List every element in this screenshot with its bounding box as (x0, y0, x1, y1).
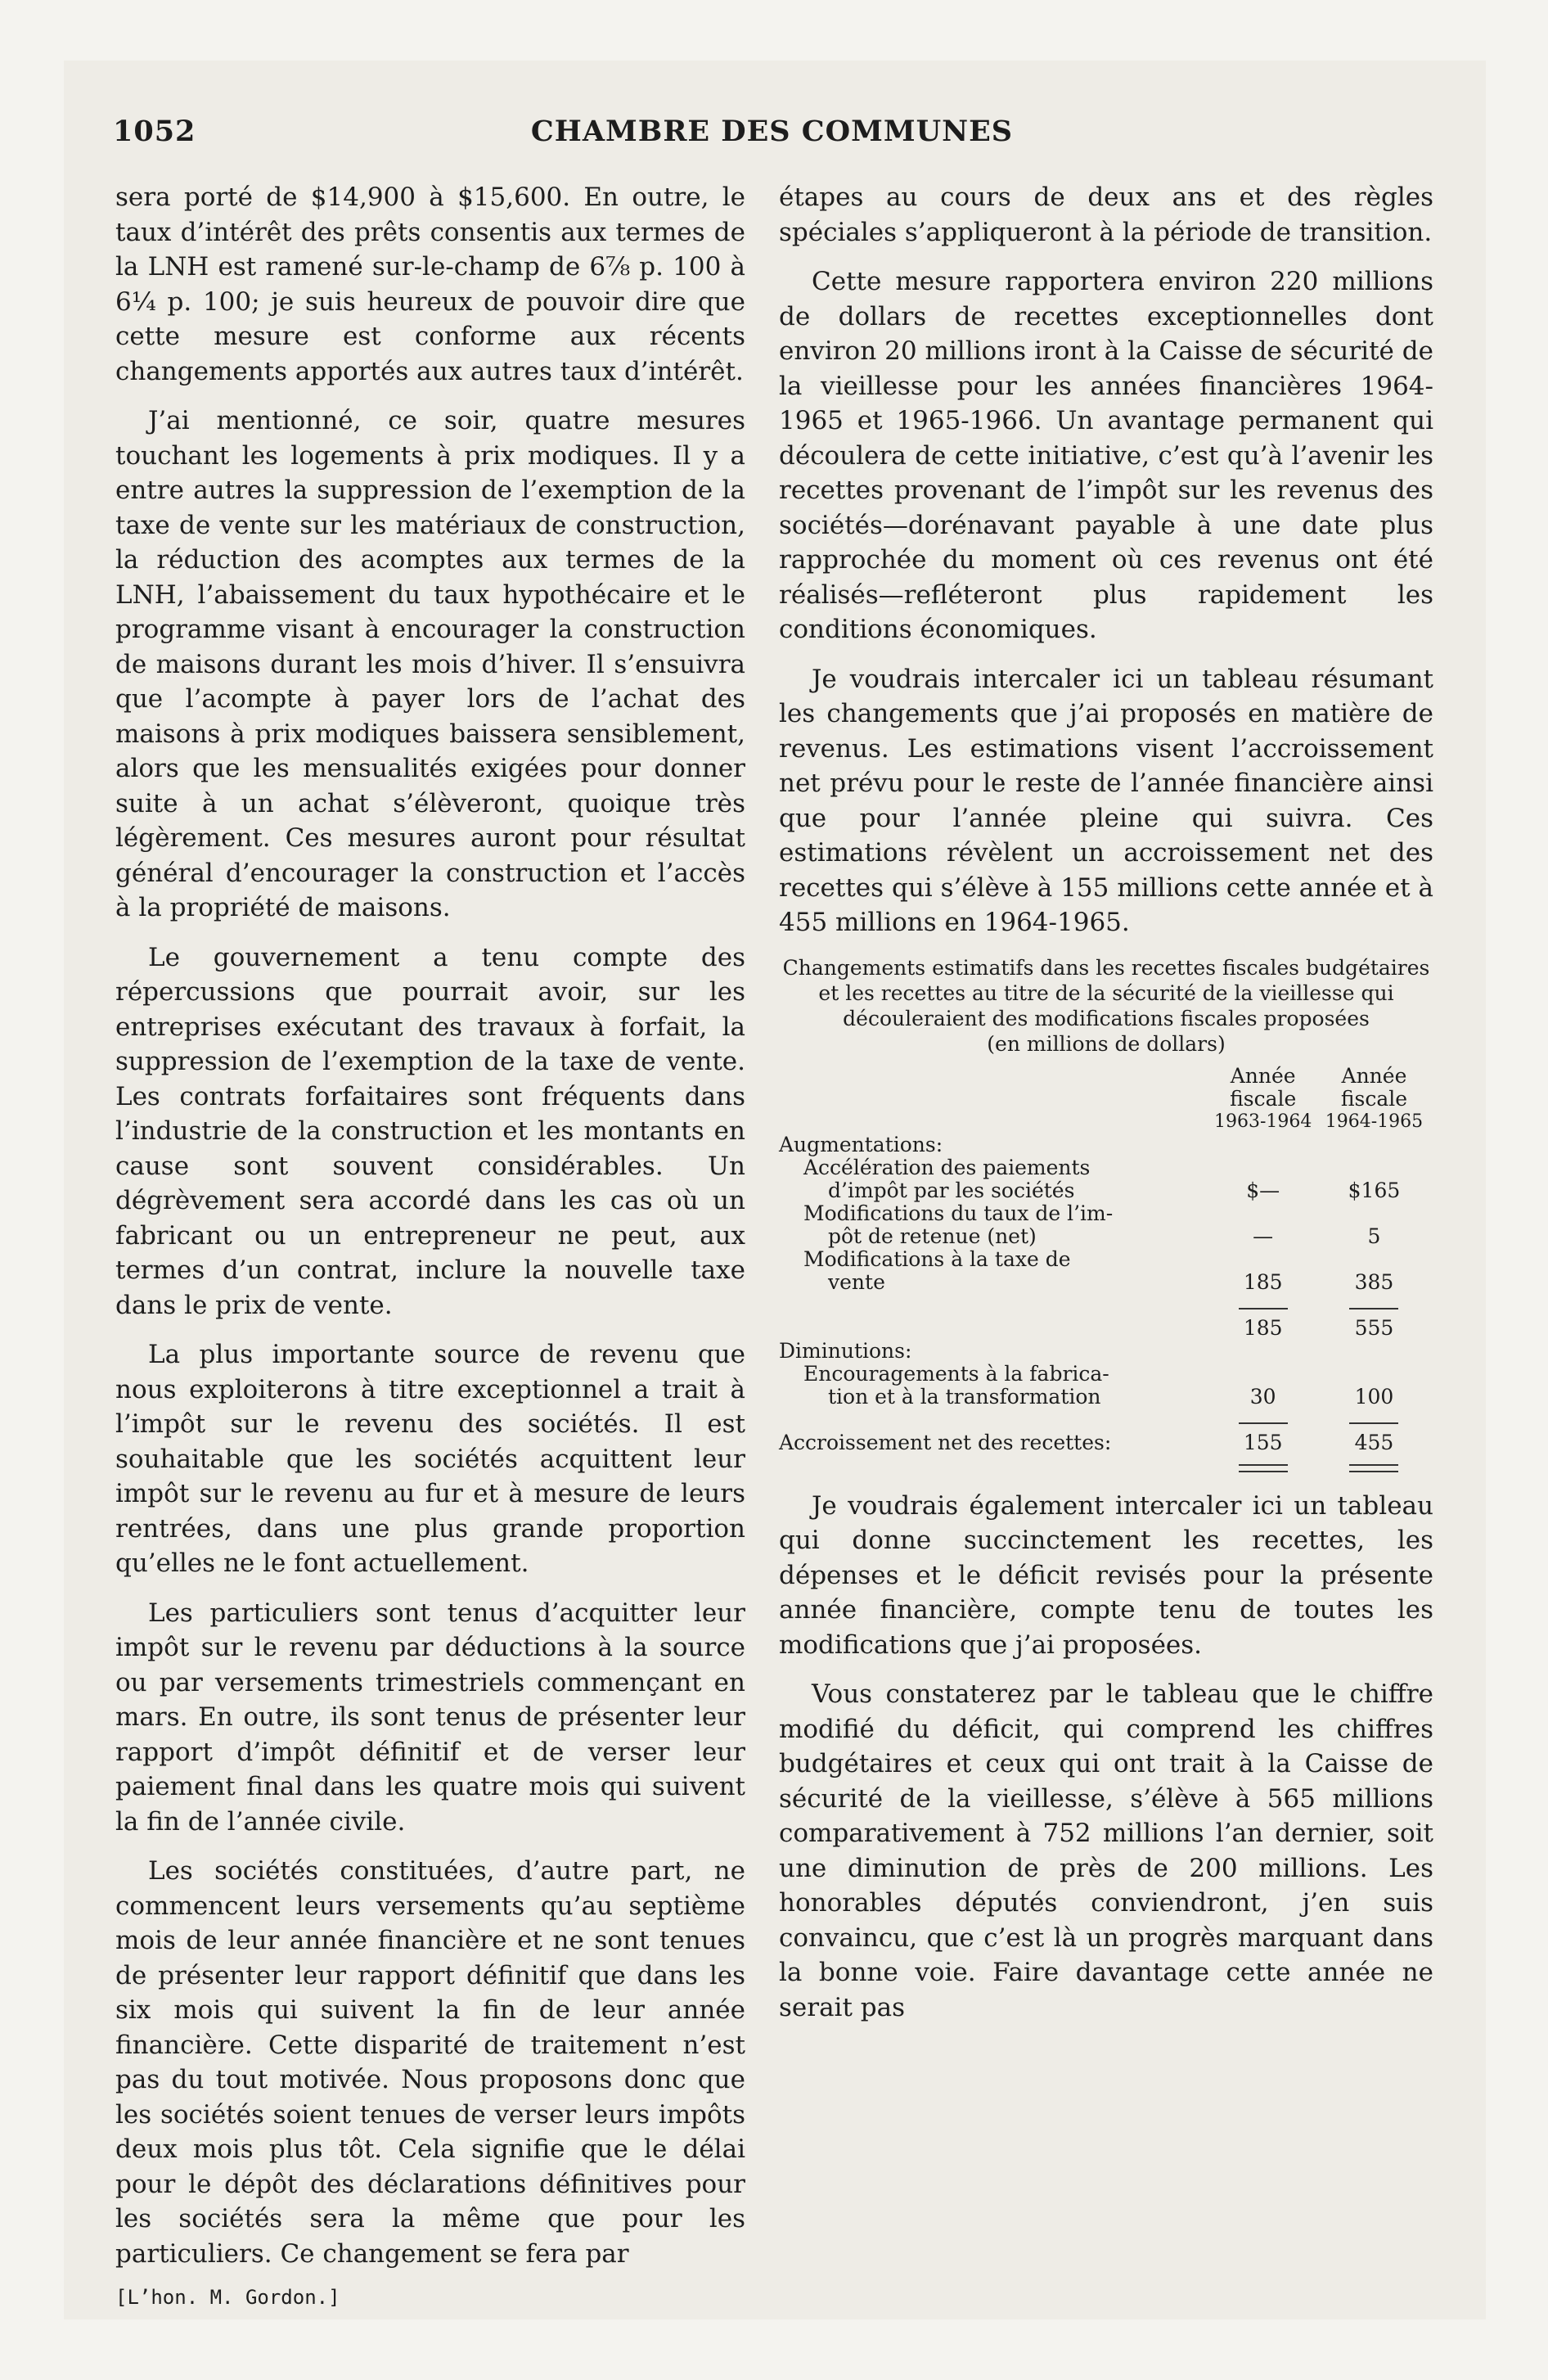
table-row (779, 1202, 1433, 1248)
paragraph: sera porté de $14,900 à $15,600. En outre, le taux d’intérêt des prêts consentis aux termes de la LNH est ramené sur-le-champ de 6⅞ p. 100 à 6¼ p. 100; je suis heureux de pouvoir dire que cette mesure est conforme aux récents changements apportés aux autres taux d’intérêt. (115, 183, 745, 386)
cell: 30 (1249, 1384, 1276, 1409)
decreases-heading: Diminutions: (779, 1338, 912, 1363)
cell: — (1253, 1224, 1274, 1248)
speaker-attribution: [L’hon. M. Gordon.] (115, 2286, 340, 2309)
rule (1349, 1308, 1398, 1309)
subtotal-row (779, 1317, 1433, 1340)
row-label: Modifications du taux de l’im- pôt de retenue (net) (803, 1201, 1114, 1248)
paragraph: Le gouvernement a tenu compte des répercussions que pourrait avoir, sur les entreprises exécutant des travaux à forfait, la suppression de l’exemption de la taxe de vente. Les contrats forfaitaires sont fréquents dans l’industrie de la construction et les montants en cause sont souvent considérables. Un dégrèvement sera accordé dans les cas où un fabricant ou un entrepreneur ne peut, aux termes d’un contrat, inclure la nouvelle taxe dans le prix de vente. (115, 942, 745, 1320)
paragraph: J’ai mentionné, ce soir, quatre mesures touchant les logements à prix modiques. Il y a entre autres la suppression de l’exemption de la taxe de vente sur les matériaux de construction, la réduction des acomptes aux termes de la LNH, l’abaissement du taux hypothécaire et le programme visant à encourager la construction de maisons durant les mois d’hiver. Il s’ensuivra que l’acompte à payer lors de l’achat des maisons à prix modiques baissera sensiblement, alors que les mensualités exigées pour donner suite à un achat s’élèveront, quoique très légèrement. Ces mesures auront pour résultat général d’encourager la construction et l’accès à la propriété de maisons. (115, 406, 745, 922)
table-row (779, 1156, 1433, 1202)
table-row (779, 1248, 1433, 1294)
row-label: Accélération des paiements d’impôt par les sociétés (803, 1155, 1091, 1202)
paragraph: Je voudrais intercaler ici un tableau résumant les changements que j’ai proposés en matière de revenus. Les estimations visent l’accroissement net prévu pour le reste de l’année financière ainsi que pour l’année pleine qui suivra. Ces estimations révèlent un accroissement net des recettes qui s’élève à 155 millions cette année et à 455 millions en 1964-1965. (779, 664, 1433, 937)
page-number: 1052 (113, 115, 196, 148)
cell: 555 (1354, 1315, 1394, 1340)
table-header-row (779, 1065, 1433, 1134)
net-label: Accroissement net des recettes: (779, 1430, 1112, 1454)
paragraph: Les particuliers sont tenus d’acquitter leur impôt sur le revenu par déductions à la source ou par versements trimestriels commençant en mars. En outre, ils sont tenus de présenter leur rapport d’impôt définitif et de verser leur paiement final dans les quatre mois qui suivent la fin de l’année civile. (115, 1598, 745, 1837)
table-units: (en millions de dollars) (987, 1031, 1226, 1056)
table-row (779, 1363, 1433, 1409)
column-header-1964: Année fiscale 1964-1965 (1325, 1063, 1424, 1132)
cell: $— (1246, 1178, 1280, 1202)
row-label: Encouragements à la fabrica- tion et à la transformation (803, 1361, 1109, 1409)
cell: 185 (1243, 1269, 1283, 1294)
rule-row (779, 1409, 1433, 1431)
rule (1239, 1308, 1288, 1309)
paragraph: La plus importante source de revenu que nous exploiterons à titre exceptionnel a trait à l’impôt sur le revenu des sociétés. Il est souhaitable que les sociétés acquittent leur impôt sur le revenu au fur et à mesure de leurs rentrées, dans une plus grande proportion qu’elles ne le font actuellement. (115, 1340, 745, 1578)
rule (1239, 1422, 1288, 1424)
cell: 5 (1367, 1224, 1381, 1248)
cell: $165 (1348, 1178, 1401, 1202)
paragraph: Cette mesure rapportera environ 220 millions de dollars de recettes exceptionnelles dont environ 20 millions iront à la Caisse de sécurité de la vieillesse pour les années financières 1964-1965 et 1965-1966. Un avantage permanent qui découlera de cette initiative, c’est qu’à l’avenir les recettes provenant de l’impôt sur les revenus des sociétés—dorénavant payable à une date plus rapprochée du moment où ces revenus ont été réalisés—refléteront plus rapidement les conditions économiques. (779, 267, 1433, 644)
section-heading-row (779, 1134, 1433, 1156)
double-rule-row (779, 1454, 1433, 1477)
column-header-1963: Année fiscale 1963-1964 (1213, 1063, 1312, 1132)
paragraph: Je voudrais également intercaler ici un tableau qui donne succinctement les recettes, les dépenses et le déficit revisés pour la présente année financière, compte tenu de toutes les modifications que j’ai proposées. (779, 1490, 1433, 1660)
right-column (779, 180, 1433, 2040)
double-rule (1349, 1464, 1398, 1472)
table-caption (779, 955, 1433, 1057)
double-rule (1239, 1464, 1288, 1472)
cell: 455 (1354, 1430, 1394, 1454)
paragraph: étapes au cours de deux ans et des règles spéciales s’appliqueront à la période de transition. (779, 183, 1433, 247)
cell: 155 (1243, 1430, 1283, 1454)
cell: 385 (1354, 1269, 1394, 1294)
paragraph: Vous constaterez par le tableau que le chiffre modifié du déficit, qui comprend les chiffres budgétaires et ceux qui ont trait à la Caisse de sécurité de la vieillesse, s’élève à 565 millions comparativement à 752 millions l’an dernier, soit une diminution de près de 200 millions. Les honorables députés conviendront, j’en suis convaincu, que c’est là un progrès marquant dans la bonne voie. Faire davantage cette année ne serait pas (779, 1679, 1433, 2022)
page-header (113, 115, 1431, 154)
rule (1349, 1422, 1398, 1424)
net-total-row (779, 1431, 1433, 1454)
increases-heading: Augmentations: (779, 1132, 943, 1156)
left-column (115, 180, 745, 2309)
cell: 100 (1354, 1384, 1394, 1409)
revenue-changes-table (779, 1065, 1433, 1477)
table-title: Changements estimatifs dans les recettes fiscales budgétaires et les recettes au titre de la sécurité de la vieillesse qui découleraient des modifications fiscales proposées (782, 955, 1430, 1030)
running-head: CHAMBRE DES COMMUNES (530, 115, 1014, 148)
row-label: Modifications à la taxe de vente (803, 1246, 1071, 1294)
subtotal-rule-row (779, 1294, 1433, 1317)
paragraph: Les sociétés constituées, d’autre part, ne commencent leurs versements qu’au septième mois de leur année financière et ne sont tenues de présenter leur rapport définitif que dans les six mois qui suivent la fin de leur année financière. Cette disparité de traitement n’est pas du tout motivée. Nous proposons donc que les sociétés soient tenues de verser leurs impôts deux mois plus tôt. Cela signifie que le délai pour le dépôt des déclarations définitives pour les sociétés sera la même que pour les particuliers. Ce changement se fera par (115, 1856, 745, 2269)
cell: 185 (1243, 1315, 1283, 1340)
section-heading-row (779, 1340, 1433, 1363)
